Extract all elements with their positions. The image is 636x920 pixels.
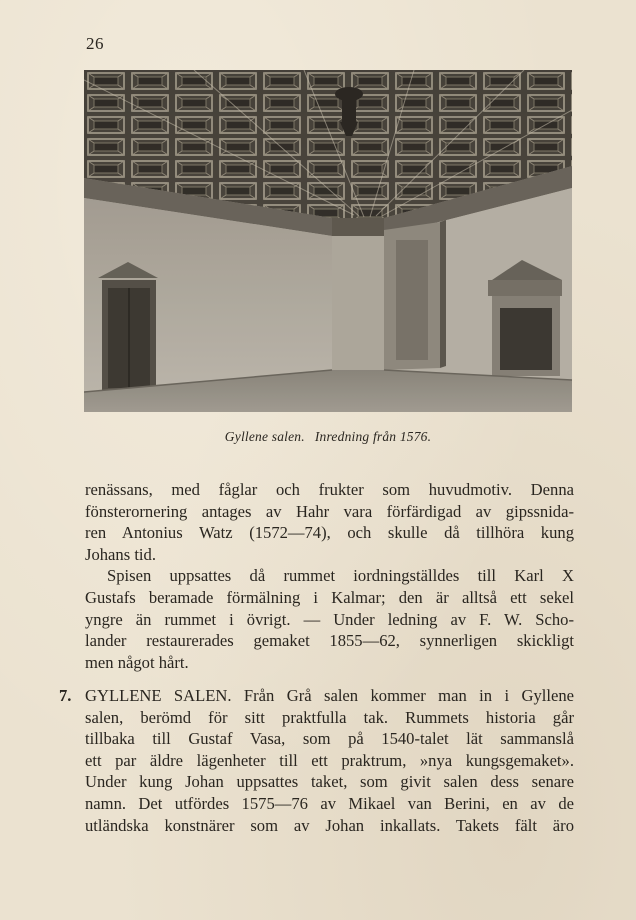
room-photograph-illustration <box>84 70 572 412</box>
figure-caption <box>84 429 572 445</box>
text-line: utländska konstnärer som av Johan inkallats. Takets fält äro <box>85 815 574 835</box>
text-line: tillbaka till Gustaf Vasa, som på 1540-talet lät sammanslå <box>85 729 574 749</box>
text-line: lander restaurerades gemaket 1855—62, synnerligen skickligt <box>85 631 574 651</box>
text-line: fönsterornering antages av Hahr vara förfärdigad av gipssnida- <box>85 501 574 521</box>
text-line: yngre än rummet i övrigt. — Under ledning av F. W. Scho- <box>85 609 574 629</box>
text-line: ett par äldre lägenheter till ett praktrum, »nya kungsgemaket». <box>85 750 574 770</box>
section-number: 7. <box>59 686 72 705</box>
section-7 <box>59 685 574 836</box>
body-text-top <box>85 479 574 673</box>
text-line: ren Antonius Watz (1572—74), och skulle då tillhöra kung <box>85 523 574 543</box>
caption-title: Gyllene salen. <box>224 429 305 444</box>
caption-detail: Inredning från 1576. <box>314 429 432 444</box>
section-heading-line <box>59 685 574 707</box>
text-line: Spisen uppsattes då rummet iordningställdes till Karl X <box>107 566 574 586</box>
text-line: Under kung Johan uppsattes taket, som givit salen dess senare <box>85 772 574 792</box>
text-line: namn. Det utfördes 1575—76 av Mikael van Berini, en av de <box>85 793 574 813</box>
page-number: 26 <box>86 34 104 53</box>
section-first-line: GYLLENE SALEN. Från Grå salen kommer man in i Gyllene <box>85 686 574 705</box>
text-line: salen, berömd för sitt praktfulla tak. Rummets historia går <box>85 707 574 727</box>
text-line: Gustafs beramade förmälning i Kalmar; den är alltså ett sekel <box>85 587 574 607</box>
text-line: Johans tid. <box>85 544 156 564</box>
text-line: renässans, med fåglar och frukter som huvudmotiv. Denna <box>85 480 574 499</box>
text-line: men något hårt. <box>85 652 189 672</box>
room-photograph <box>84 70 572 412</box>
